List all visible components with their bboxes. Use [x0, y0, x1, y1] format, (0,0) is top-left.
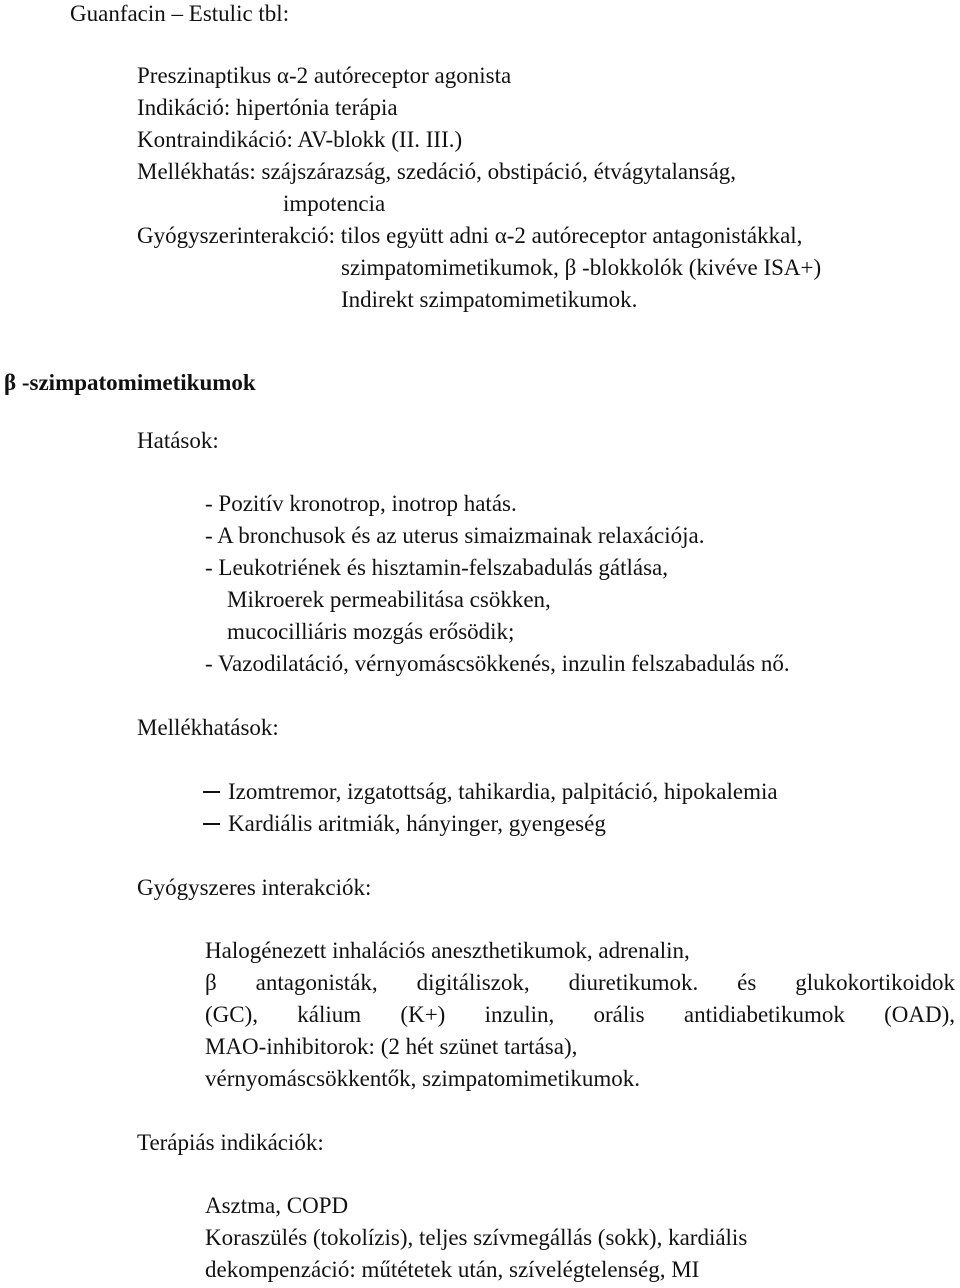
guanfacin-line-contraindication: Kontraindikáció: AV-blokk (II. III.)	[137, 127, 463, 152]
interaction-line: vérnyomáscsökkentők, szimpatomimetikumok.	[205, 1066, 641, 1091]
effects-heading: Hatások:	[137, 428, 219, 453]
effect-item: - Leukotriének és hisztamin-felszabadulás gátlása,	[205, 555, 669, 580]
effect-item: - Pozitív kronotrop, inotrop hatás.	[205, 491, 517, 516]
indication-line: Asztma, COPD	[205, 1193, 349, 1218]
guanfacin-line-interaction-cont: szimpatomimetikumok, β -blokkolók (kivéve ISA+)	[341, 255, 822, 280]
guanfacin-line-side-effects: Mellékhatás: szájszárazság, szedáció, obstipáció, étvágytalanság,	[137, 159, 737, 184]
section-title-beta: β -szimpatomimetikumok	[4, 370, 256, 395]
guanfacin-line-indication: Indikáció: hipertónia terápia	[137, 95, 398, 120]
guanfacin-line-interaction: Gyógyszerinterakció: tilos együtt adni α-2 autóreceptor antagonistákkal,	[137, 223, 803, 248]
indication-line: dekompenzáció: műtétetek után, szívelégtelenség, MI	[205, 1257, 700, 1282]
guanfacin-line-mechanism: Preszinaptikus α-2 autóreceptor agonista	[137, 63, 512, 88]
side-effect-item: Kardiális aritmiák, hányinger, gyengeség	[203, 810, 606, 838]
section-title-guanfacin: Guanfacin – Estulic tbl:	[70, 1, 290, 26]
effect-item-cont: mucocilliáris mozgás erősödik;	[227, 619, 515, 644]
interaction-line: MAO-inhibitorok: (2 hét szünet tartása),	[205, 1034, 578, 1059]
indication-line: Koraszülés (tokolízis), teljes szívmegállás (sokk), kardiális	[205, 1225, 748, 1250]
indications-heading: Terápiás indikációk:	[137, 1130, 324, 1155]
guanfacin-line-side-effects-cont: impotencia	[283, 191, 386, 216]
effect-item: - Vazodilatáció, vérnyomáscsökkenés, inzulin felszabadulás nő.	[205, 651, 790, 676]
effect-item-cont: Mikroerek permeabilitása csökken,	[227, 587, 551, 612]
guanfacin-line-indirect: Indirekt szimpatomimetikumok.	[341, 287, 638, 312]
interaction-line: β antagonisták, digitáliszok, diuretikumok. és glukokortikoidok	[205, 970, 955, 995]
side-effect-item: Izomtremor, izgatottság, tahikardia, palpitáció, hipokalemia	[203, 778, 778, 806]
interaction-line: (GC), kálium (K+) inzulin, orális antidiabetikumok (OAD),	[205, 1002, 955, 1027]
interactions-heading: Gyógyszeres interakciók:	[137, 875, 372, 900]
interaction-line: Halogénezett inhalációs aneszthetikumok, adrenalin,	[205, 938, 690, 963]
side-effects-heading: Mellékhatások:	[137, 715, 279, 740]
effect-item: - A bronchusok és az uterus simaizmainak relaxációja.	[205, 523, 705, 548]
